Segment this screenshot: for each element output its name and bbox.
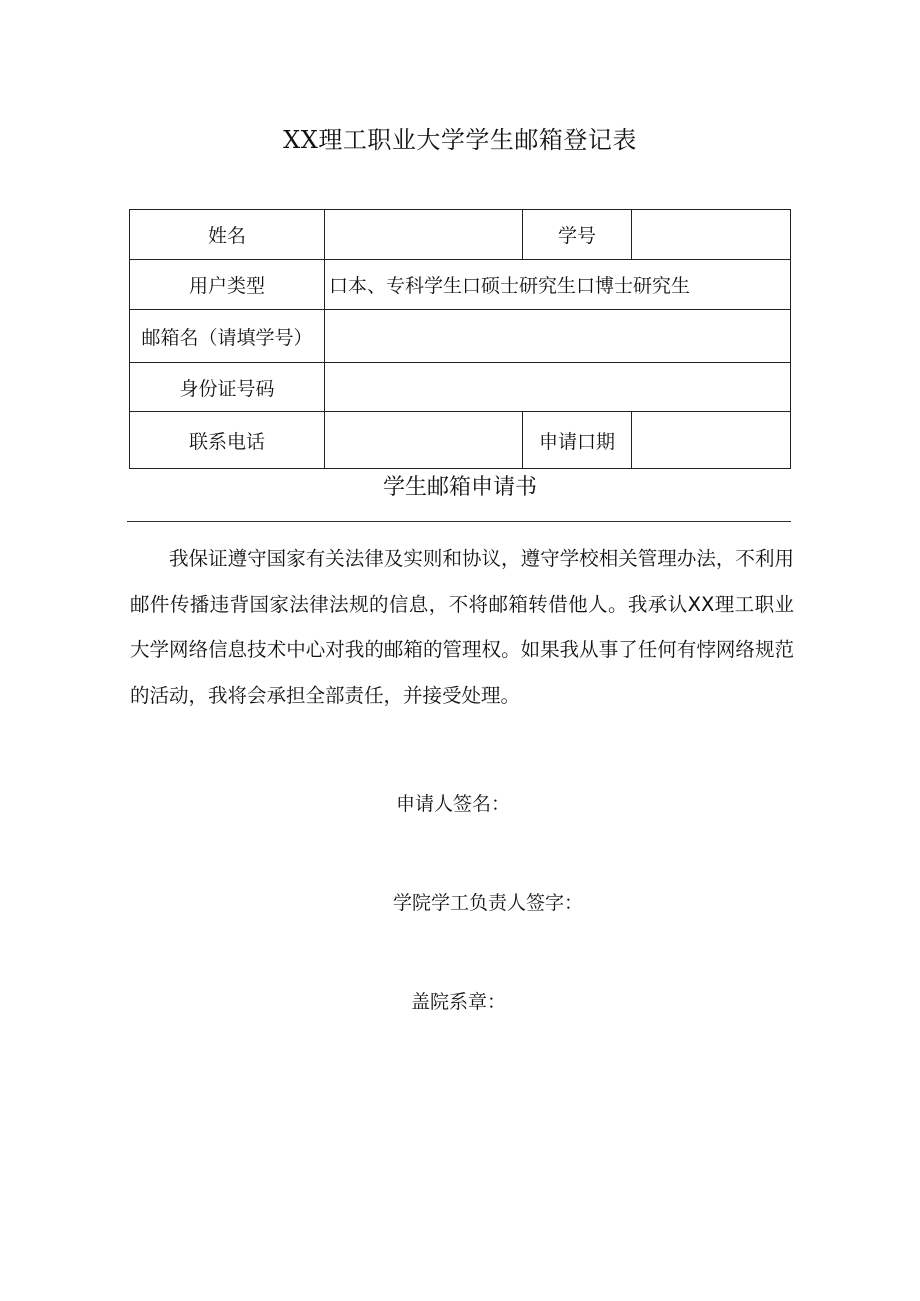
- phone-label: 联系电话: [130, 412, 325, 469]
- name-field[interactable]: [325, 210, 523, 260]
- phone-field[interactable]: [325, 412, 523, 469]
- row-name: [130, 210, 791, 260]
- applicant-signature-label: 申请人签名：: [396, 793, 511, 815]
- mailbox-label: 邮箱名（请填学号）: [130, 310, 325, 363]
- id-number-label: 身份证号码: [130, 363, 325, 412]
- student-id-label: 学号: [523, 210, 632, 260]
- divider: [127, 521, 791, 522]
- name-label: 姓名: [130, 210, 325, 260]
- apply-date-label: 申请口期: [523, 412, 632, 469]
- row-user-type: [130, 260, 791, 310]
- id-number-field[interactable]: [325, 363, 791, 412]
- registration-table: [129, 209, 791, 469]
- dean-signature-label: 学院学工负责人签字：: [393, 892, 584, 914]
- user-type-options[interactable]: 口本、专科学生口硕士研究生口博士研究生: [325, 260, 791, 310]
- user-type-label: 用户类型: [130, 260, 325, 310]
- application-heading: 学生邮箱申请书: [382, 475, 537, 500]
- mailbox-field[interactable]: [325, 310, 791, 363]
- apply-date-field[interactable]: [632, 412, 791, 469]
- row-mailbox: [130, 310, 791, 363]
- form-title: XX理工职业大学学生邮箱登记表: [283, 126, 637, 154]
- row-phone: [130, 412, 791, 469]
- row-id-number: [130, 363, 791, 412]
- department-stamp-label: 盖院系章：: [411, 991, 507, 1013]
- pledge-paragraph: 我保证遵守国家有关法律及实则和协议，遵守学校相关管理办法，不利用邮件传播违背国家法律法规的信息，不将邮箱转借他人。我承认XX理工职业大学网络信息技术中心对我的邮箱的管理权。如果我从事了任何有悖网络规范的活动，我将会承担全部责任，并接受处理。: [130, 547, 794, 707]
- student-id-field[interactable]: [632, 210, 791, 260]
